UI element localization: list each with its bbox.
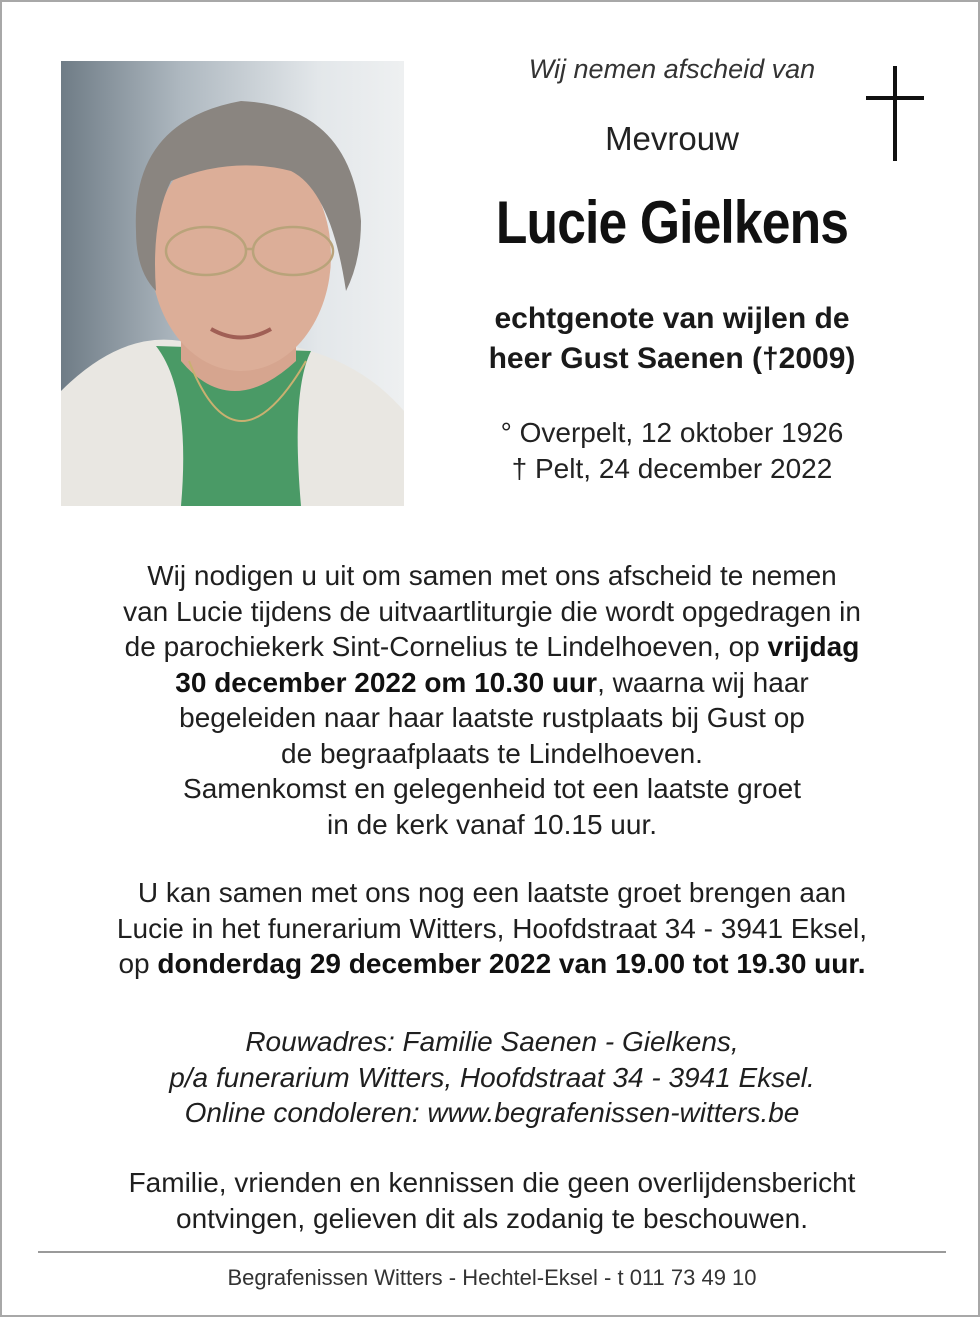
ceremony-line: Wij nodigen u uit om samen met ons afscheid te nemen — [147, 560, 837, 591]
ceremony-day: vrijdag — [767, 631, 860, 662]
footer-contact: Begrafenissen Witters - Hechtel-Eksel - t 011 73 49 10 — [227, 1265, 757, 1290]
ceremony-line: de begraafplaats te Lindelhoeven. — [281, 737, 703, 769]
ceremony-line — [22, 629, 962, 665]
birth-date: ° Overpelt, 12 oktober 1926 — [500, 417, 844, 448]
visitation-datetime: donderdag 29 december 2022 van 19.00 tot 19.30 uur. — [157, 948, 866, 979]
visitation-line — [22, 946, 962, 982]
ceremony-line — [22, 665, 962, 701]
closing-paragraph — [22, 1165, 962, 1236]
address-line: Rouwadres: Familie Saenen - Gielkens, — [245, 1026, 739, 1057]
address-line: p/a funerarium Witters, Hoofdstraat 34 - 3941 Eksel. — [169, 1061, 815, 1093]
ceremony-paragraph — [22, 558, 962, 842]
ceremony-text: de parochiekerk Sint-Cornelius te Lindelhoeven, op — [124, 631, 768, 662]
ceremony-line: begeleiden naar haar laatste rustplaats bij Gust op — [179, 702, 805, 733]
ceremony-line: in de kerk vanaf 10.15 uur. — [327, 808, 657, 840]
death-date: † Pelt, 24 december 2022 — [511, 453, 833, 484]
spouse-line-1: echtgenote van wijlen de — [494, 302, 850, 335]
portrait-illustration — [61, 61, 404, 506]
ceremony-datetime: 30 december 2022 om 10.30 uur — [175, 666, 598, 698]
ceremony-line: Samenkomst en gelegenheid tot een laatste groet — [183, 773, 801, 804]
closing-line: ontvingen, gelieven dit als zodanig te beschouwen. — [176, 1202, 808, 1234]
spouse-line-2: heer Gust Saenen (†2009) — [488, 342, 856, 375]
visitation-line: Lucie in het funerarium Witters, Hoofdstraat 34 - 3941 Eksel, — [116, 912, 868, 944]
visitation-paragraph — [22, 875, 962, 982]
honorific: Mevrouw — [605, 120, 739, 157]
closing-line: Familie, vrienden en kennissen die geen overlijdensbericht — [128, 1167, 856, 1198]
divider — [38, 1251, 946, 1253]
deceased-name: Lucie Gielkens — [495, 189, 849, 256]
life-dates — [442, 415, 902, 487]
spouse-info — [442, 299, 902, 379]
visitation-text: op — [118, 948, 158, 979]
ceremony-line: van Lucie tijdens de uitvaartliturgie die wordt opgedragen in — [123, 595, 861, 627]
visitation-line: U kan samen met ons nog een laatste groet brengen aan — [137, 877, 847, 908]
portrait-photo — [61, 61, 404, 506]
condolence-link[interactable]: Online condoleren: www.begrafenissen-witters.be — [184, 1097, 800, 1128]
intro-text: Wij nemen afscheid van — [528, 54, 816, 84]
ceremony-text: , waarna wij haar — [597, 666, 809, 698]
address-paragraph — [22, 1024, 962, 1131]
